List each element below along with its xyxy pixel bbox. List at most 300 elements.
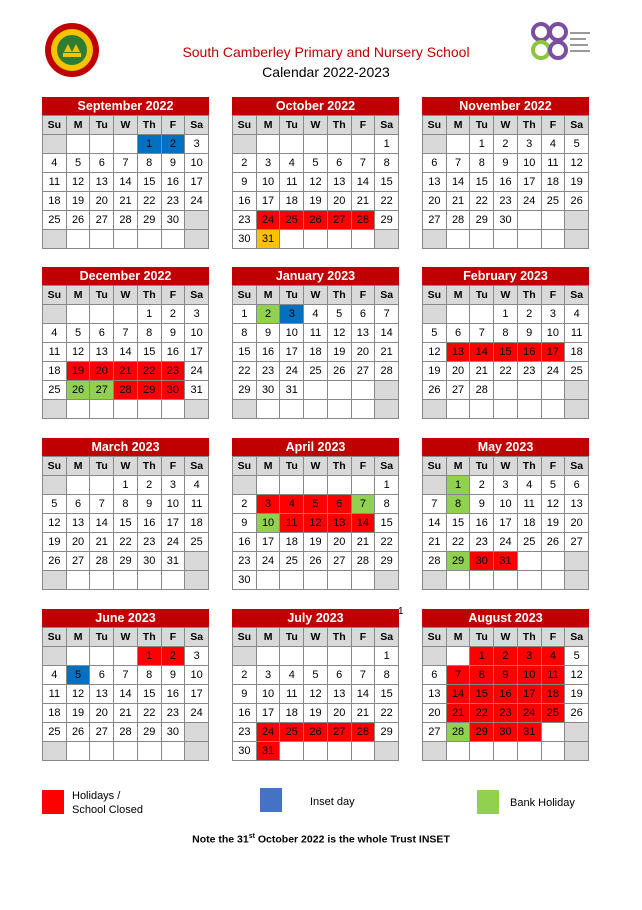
day-cell: 25	[518, 533, 542, 552]
day-cell: 23	[494, 704, 518, 723]
empty-cell	[67, 742, 91, 761]
day-cell: 9	[233, 173, 257, 192]
empty-cell	[352, 230, 376, 249]
day-cell: 1	[138, 305, 162, 324]
day-cell: 17	[257, 192, 281, 211]
day-cell: 28	[447, 211, 471, 230]
day-cell: 2	[494, 135, 518, 154]
empty-cell	[162, 400, 186, 419]
weekday-label: M	[257, 286, 281, 305]
weekday-label: M	[67, 286, 91, 305]
empty-cell	[43, 230, 67, 249]
day-cell: 12	[565, 154, 589, 173]
empty-cell	[565, 211, 589, 230]
day-cell: 24	[185, 362, 209, 381]
day-cell: 29	[375, 211, 399, 230]
empty-cell	[114, 305, 138, 324]
day-cell: 18	[542, 173, 566, 192]
month-grid	[232, 115, 399, 249]
day-cell: 8	[375, 154, 399, 173]
month-grid	[422, 115, 589, 249]
day-cell: 14	[114, 685, 138, 704]
day-cell: 14	[447, 173, 471, 192]
day-cell: 22	[375, 533, 399, 552]
empty-cell	[280, 400, 304, 419]
day-cell: 18	[43, 192, 67, 211]
day-cell: 14	[352, 514, 376, 533]
weekday-label: Su	[423, 628, 447, 647]
day-cell: 16	[470, 514, 494, 533]
month-title: January 2023	[232, 267, 399, 285]
day-cell: 12	[304, 685, 328, 704]
month-grid	[42, 115, 209, 249]
day-cell: 2	[162, 305, 186, 324]
empty-cell	[233, 135, 257, 154]
empty-cell	[542, 400, 566, 419]
day-cell: 8	[233, 324, 257, 343]
day-cell: 30	[162, 723, 186, 742]
day-cell: 9	[162, 154, 186, 173]
day-cell: 11	[43, 173, 67, 192]
empty-cell	[43, 571, 67, 590]
day-cell: 4	[43, 666, 67, 685]
day-cell: 26	[304, 211, 328, 230]
day-cell: 24	[162, 533, 186, 552]
day-cell: 9	[494, 666, 518, 685]
day-cell: 16	[257, 343, 281, 362]
empty-cell	[494, 230, 518, 249]
day-cell: 8	[114, 495, 138, 514]
weekday-label: Th	[518, 457, 542, 476]
day-cell: 16	[162, 173, 186, 192]
day-cell: 23	[162, 192, 186, 211]
day-cell: 19	[67, 362, 91, 381]
day-cell: 4	[43, 324, 67, 343]
weekday-label: Su	[423, 286, 447, 305]
empty-cell	[470, 305, 494, 324]
note-prefix: Note the 31	[192, 833, 249, 846]
day-cell: 28	[447, 723, 471, 742]
empty-cell	[565, 381, 589, 400]
day-cell: 16	[162, 343, 186, 362]
weekday-label: Sa	[565, 286, 589, 305]
day-cell: 12	[67, 685, 91, 704]
day-cell: 29	[470, 723, 494, 742]
day-cell: 24	[518, 192, 542, 211]
month-grid	[42, 456, 209, 590]
day-cell: 10	[518, 154, 542, 173]
day-cell: 31	[518, 723, 542, 742]
day-cell: 28	[470, 381, 494, 400]
empty-cell	[447, 305, 471, 324]
empty-cell	[494, 742, 518, 761]
day-cell: 1	[494, 305, 518, 324]
weekday-label: Sa	[375, 457, 399, 476]
day-cell: 8	[494, 324, 518, 343]
day-cell: 1	[375, 647, 399, 666]
day-cell: 31	[257, 742, 281, 761]
day-cell: 12	[67, 173, 91, 192]
empty-cell	[565, 571, 589, 590]
weekday-label: Su	[43, 116, 67, 135]
day-cell: 15	[233, 343, 257, 362]
empty-cell	[280, 230, 304, 249]
empty-cell	[542, 211, 566, 230]
day-cell: 29	[470, 211, 494, 230]
day-cell: 1	[447, 476, 471, 495]
empty-cell	[185, 742, 209, 761]
note-sup: st	[248, 833, 255, 840]
day-cell: 31	[494, 552, 518, 571]
day-cell: 1	[470, 135, 494, 154]
day-cell: 3	[185, 135, 209, 154]
day-cell: 10	[185, 324, 209, 343]
weekday-label: F	[352, 628, 376, 647]
legend-inset-label: Inset day	[310, 796, 355, 808]
stray-mark: 1	[398, 606, 404, 617]
day-cell: 4	[280, 154, 304, 173]
empty-cell	[114, 571, 138, 590]
day-cell: 24	[542, 362, 566, 381]
day-cell: 2	[233, 495, 257, 514]
day-cell: 10	[257, 514, 281, 533]
empty-cell	[43, 742, 67, 761]
day-cell: 20	[328, 704, 352, 723]
day-cell: 9	[162, 324, 186, 343]
month-september-2022	[42, 97, 209, 249]
day-cell: 17	[185, 685, 209, 704]
weekday-label: Th	[138, 286, 162, 305]
empty-cell	[470, 230, 494, 249]
day-cell: 9	[494, 154, 518, 173]
day-cell: 20	[423, 704, 447, 723]
day-cell: 27	[90, 723, 114, 742]
day-cell: 16	[518, 343, 542, 362]
empty-cell	[542, 552, 566, 571]
day-cell: 7	[114, 324, 138, 343]
empty-cell	[494, 571, 518, 590]
month-grid	[42, 627, 209, 761]
day-cell: 3	[257, 495, 281, 514]
month-august-2023	[422, 609, 589, 761]
empty-cell	[90, 742, 114, 761]
month-title: June 2023	[42, 609, 209, 627]
month-november-2022	[422, 97, 589, 249]
weekday-label: W	[114, 116, 138, 135]
weekday-label: W	[114, 286, 138, 305]
day-cell: 19	[423, 362, 447, 381]
weekday-label: Tu	[90, 628, 114, 647]
day-cell: 25	[43, 723, 67, 742]
empty-cell	[304, 400, 328, 419]
note-suffix: October 2022 is the whole Trust INSET	[254, 833, 450, 846]
weekday-label: Su	[43, 457, 67, 476]
weekday-label: Th	[138, 457, 162, 476]
day-cell: 4	[518, 476, 542, 495]
empty-cell	[257, 647, 281, 666]
empty-cell	[233, 476, 257, 495]
day-cell: 14	[375, 324, 399, 343]
weekday-label: F	[162, 286, 186, 305]
day-cell: 29	[138, 723, 162, 742]
day-cell: 9	[470, 495, 494, 514]
day-cell: 3	[494, 476, 518, 495]
day-cell: 2	[233, 154, 257, 173]
day-cell: 6	[67, 495, 91, 514]
empty-cell	[304, 647, 328, 666]
empty-cell	[185, 400, 209, 419]
day-cell: 6	[423, 666, 447, 685]
weekday-label: Su	[233, 628, 257, 647]
day-cell: 8	[375, 495, 399, 514]
legend-holiday-label	[72, 789, 143, 817]
empty-cell	[114, 230, 138, 249]
day-cell: 27	[423, 211, 447, 230]
weekday-label: Sa	[565, 116, 589, 135]
day-cell: 4	[565, 305, 589, 324]
day-cell: 11	[304, 324, 328, 343]
day-cell: 15	[114, 514, 138, 533]
empty-cell	[138, 742, 162, 761]
month-title: February 2023	[422, 267, 589, 285]
day-cell: 21	[114, 704, 138, 723]
day-cell: 25	[280, 723, 304, 742]
day-cell: 11	[280, 685, 304, 704]
day-cell: 17	[185, 173, 209, 192]
day-cell: 9	[162, 666, 186, 685]
day-cell: 22	[375, 192, 399, 211]
day-cell: 13	[565, 495, 589, 514]
day-cell: 17	[162, 514, 186, 533]
day-cell: 8	[447, 495, 471, 514]
day-cell: 5	[304, 666, 328, 685]
empty-cell	[233, 400, 257, 419]
day-cell: 23	[494, 192, 518, 211]
weekday-label: Th	[518, 116, 542, 135]
day-cell: 17	[257, 533, 281, 552]
day-cell: 30	[233, 571, 257, 590]
weekday-label: Th	[328, 286, 352, 305]
day-cell: 24	[257, 723, 281, 742]
empty-cell	[162, 230, 186, 249]
day-cell: 3	[257, 666, 281, 685]
weekday-label: F	[542, 628, 566, 647]
month-title: September 2022	[42, 97, 209, 115]
day-cell: 20	[90, 362, 114, 381]
month-july-2023	[232, 609, 399, 761]
school-name: South Camberley Primary and Nursery School	[182, 44, 470, 60]
day-cell: 4	[280, 495, 304, 514]
weekday-label: Th	[328, 457, 352, 476]
weekday-label: Sa	[565, 457, 589, 476]
day-cell: 15	[447, 514, 471, 533]
month-december-2022	[42, 267, 209, 419]
empty-cell	[280, 476, 304, 495]
day-cell: 5	[43, 495, 67, 514]
day-cell: 5	[328, 305, 352, 324]
empty-cell	[518, 381, 542, 400]
day-cell: 23	[162, 362, 186, 381]
day-cell: 18	[280, 533, 304, 552]
empty-cell	[352, 381, 376, 400]
day-cell: 11	[280, 514, 304, 533]
day-cell: 2	[494, 647, 518, 666]
weekday-label: W	[494, 116, 518, 135]
weekday-label: Th	[518, 628, 542, 647]
calendar-title: Calendar 2022-2023	[262, 64, 390, 80]
day-cell: 23	[233, 552, 257, 571]
empty-cell	[565, 400, 589, 419]
day-cell: 15	[138, 343, 162, 362]
day-cell: 5	[67, 666, 91, 685]
day-cell: 15	[375, 514, 399, 533]
empty-cell	[43, 476, 67, 495]
empty-cell	[114, 742, 138, 761]
day-cell: 11	[43, 685, 67, 704]
empty-cell	[328, 647, 352, 666]
day-cell: 27	[352, 362, 376, 381]
day-cell: 9	[518, 324, 542, 343]
empty-cell	[542, 381, 566, 400]
empty-cell	[280, 135, 304, 154]
empty-cell	[304, 230, 328, 249]
weekday-label: W	[304, 286, 328, 305]
day-cell: 7	[114, 666, 138, 685]
month-grid	[422, 456, 589, 590]
empty-cell	[423, 742, 447, 761]
weekday-label: Sa	[375, 286, 399, 305]
day-cell: 2	[257, 305, 281, 324]
empty-cell	[447, 571, 471, 590]
weekday-label: M	[447, 457, 471, 476]
day-cell: 4	[542, 135, 566, 154]
weekday-label: M	[257, 628, 281, 647]
day-cell: 7	[423, 495, 447, 514]
empty-cell	[375, 571, 399, 590]
day-cell: 17	[542, 343, 566, 362]
day-cell: 10	[494, 495, 518, 514]
empty-cell	[138, 230, 162, 249]
weekday-label: M	[447, 116, 471, 135]
weekday-label: Su	[43, 286, 67, 305]
empty-cell	[185, 230, 209, 249]
day-cell: 7	[90, 495, 114, 514]
empty-cell	[185, 552, 209, 571]
day-cell: 4	[542, 647, 566, 666]
day-cell: 21	[90, 533, 114, 552]
day-cell: 26	[67, 723, 91, 742]
empty-cell	[162, 742, 186, 761]
weekday-label: W	[304, 116, 328, 135]
day-cell: 24	[257, 211, 281, 230]
day-cell: 7	[352, 154, 376, 173]
day-cell: 1	[470, 647, 494, 666]
day-cell: 25	[304, 362, 328, 381]
empty-cell	[447, 400, 471, 419]
empty-cell	[542, 230, 566, 249]
day-cell: 26	[67, 381, 91, 400]
month-january-2023	[232, 267, 399, 419]
day-cell: 23	[162, 704, 186, 723]
day-cell: 13	[423, 173, 447, 192]
day-cell: 3	[185, 305, 209, 324]
empty-cell	[423, 400, 447, 419]
day-cell: 13	[352, 324, 376, 343]
day-cell: 11	[43, 343, 67, 362]
day-cell: 5	[304, 495, 328, 514]
trust-inset-note	[0, 833, 642, 846]
day-cell: 6	[90, 324, 114, 343]
day-cell: 29	[375, 723, 399, 742]
day-cell: 14	[423, 514, 447, 533]
empty-cell	[280, 742, 304, 761]
day-cell: 6	[423, 154, 447, 173]
day-cell: 21	[352, 704, 376, 723]
legend-bank-label: Bank Holiday	[510, 797, 575, 809]
day-cell: 31	[280, 381, 304, 400]
day-cell: 10	[185, 666, 209, 685]
day-cell: 10	[280, 324, 304, 343]
day-cell: 24	[280, 362, 304, 381]
day-cell: 22	[470, 704, 494, 723]
weekday-label: W	[114, 457, 138, 476]
day-cell: 24	[518, 704, 542, 723]
empty-cell	[328, 230, 352, 249]
day-cell: 21	[423, 533, 447, 552]
day-cell: 1	[114, 476, 138, 495]
day-cell: 3	[280, 305, 304, 324]
day-cell: 10	[185, 154, 209, 173]
day-cell: 3	[162, 476, 186, 495]
weekday-label: Tu	[470, 628, 494, 647]
day-cell: 1	[138, 135, 162, 154]
empty-cell	[67, 476, 91, 495]
weekday-label: Su	[43, 628, 67, 647]
day-cell: 17	[518, 685, 542, 704]
weekday-label: Tu	[470, 457, 494, 476]
day-cell: 27	[90, 211, 114, 230]
weekday-label: Th	[328, 628, 352, 647]
month-may-2023	[422, 438, 589, 590]
day-cell: 18	[43, 362, 67, 381]
empty-cell	[304, 135, 328, 154]
day-cell: 18	[565, 343, 589, 362]
legend-holiday-swatch	[42, 790, 64, 814]
day-cell: 27	[67, 552, 91, 571]
month-title: November 2022	[422, 97, 589, 115]
empty-cell	[470, 571, 494, 590]
day-cell: 28	[352, 552, 376, 571]
weekday-label: F	[162, 116, 186, 135]
day-cell: 13	[67, 514, 91, 533]
day-cell: 23	[518, 362, 542, 381]
empty-cell	[162, 571, 186, 590]
day-cell: 29	[375, 552, 399, 571]
day-cell: 14	[90, 514, 114, 533]
empty-cell	[447, 135, 471, 154]
day-cell: 20	[565, 514, 589, 533]
day-cell: 19	[304, 192, 328, 211]
weekday-label: Th	[138, 116, 162, 135]
empty-cell	[470, 742, 494, 761]
day-cell: 30	[138, 552, 162, 571]
empty-cell	[304, 742, 328, 761]
day-cell: 19	[67, 704, 91, 723]
empty-cell	[518, 552, 542, 571]
day-cell: 17	[280, 343, 304, 362]
day-cell: 3	[257, 154, 281, 173]
day-cell: 30	[162, 211, 186, 230]
